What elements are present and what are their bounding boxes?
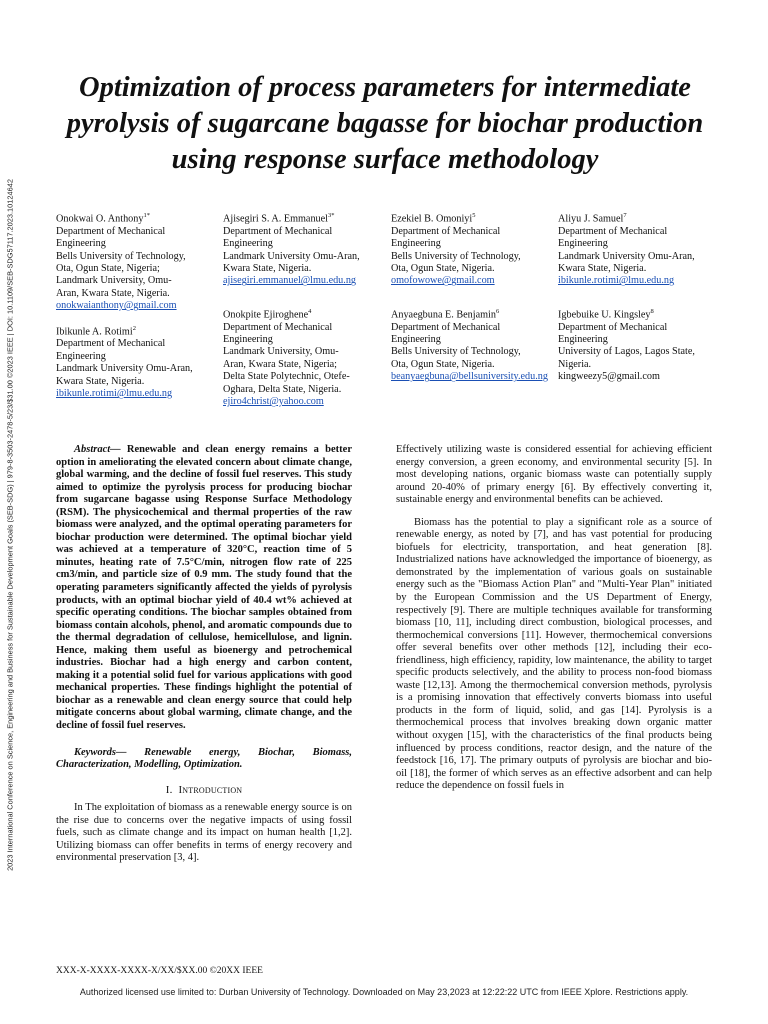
author-email[interactable]: ejiro4christ@yahoo.com	[223, 396, 324, 408]
footer-code: XXX-X-XXXX-XXXX-X/XX/$XX.00 ©20XX IEEE	[56, 966, 263, 976]
author-affiliation-mark: 2	[132, 324, 136, 332]
author-affiliation-mark: 7	[623, 212, 627, 219]
author-affiliation-line: Bells University of Technology,	[391, 346, 521, 358]
author-email[interactable]: omofowowe@gmail.com	[391, 275, 495, 287]
author-affiliation-line: Delta State Polytechnic, Otefe-	[223, 371, 350, 383]
intro-paragraph: In The exploitation of biomass as a renewable energy source is on the rise due to concerns over the negative impacts of using fossil fuels, such as climate change and its impact on human health [1,2]. Utilizing biomass can offer benefits in terms of energy recovery and environmental preservation [3, 4].	[56, 802, 352, 864]
author-affiliation-line: Landmark University, Omu-	[56, 275, 172, 287]
section-number: I.	[165, 783, 173, 796]
author-name	[56, 323, 214, 339]
author-affiliation-line: Landmark University Omu-Aran,	[558, 250, 695, 262]
author-affiliation-line: Department of Mechanical	[223, 321, 333, 333]
author-name	[558, 210, 716, 226]
author-block	[223, 306, 381, 409]
author-column-1	[56, 210, 214, 410]
author-affiliation-mark: 1*	[143, 212, 150, 219]
author-block	[223, 210, 381, 288]
author-block	[391, 210, 549, 288]
author-name-text: Ibikunle A. Rotimi	[56, 326, 133, 338]
author-affiliation-line: Landmark University, Omu-	[223, 346, 339, 358]
author-email[interactable]: beanyaegbuna@bellsuniversity.edu.ng	[391, 371, 548, 383]
author-affiliation-line: Department of Mechanical	[223, 225, 333, 237]
author-affiliation-line: Department of Mechanical	[558, 225, 668, 237]
author-block	[558, 210, 716, 288]
author-affiliation-line: Ota, Ogun State, Nigeria;	[56, 263, 160, 275]
author-name-text: Ajisegiri S. A. Emmanuel	[223, 213, 328, 225]
author-name	[223, 306, 381, 322]
author-affiliation-line: Kwara State, Nigeria.	[558, 263, 647, 275]
author-email[interactable]: ajisegiri.emmanuel@lmu.edu.ng	[223, 275, 357, 287]
body-paragraph-1: Effectively utilizing waste is considered essential for achieving efficient energy conversion, a green economy, and environmental security [5]. In most developing nations, organic biomass waste can potentially supply around 20-40% of primary energy [6]. By effectively converting it, sustainable energy and environmental benefits can be achieved.	[396, 444, 712, 506]
author-affiliation-line: Engineering	[56, 238, 106, 250]
author-name	[56, 210, 214, 226]
body-paragraph-2: Biomass has the potential to play a significant role as a source of renewable energy, as noted by [7], and has vast potential for producing biofuels for electricity, transportation, and heat generation [8]. Industrialized nations have acknowledged the importance of bioenergy, as demonstrated by the implementation of various goals on sustainable energy such as the "Biomass Action Plan" and "Multi-Year Plan" initiated by the European Commission and the US Department of Energy, respectively [9]. There are multiple techniques available for transforming biomass [10, 11], including direct combustion, biological processes, and thermochemical conversions [11]. However, thermochemical conversions offer several benefits over other methods [12], including their eco-friendliness, high efficiency, rapidity, low maintenance, the ability to target specific products selectively, and the ability to process non-food biomass waste [12,13]. Among the thermochemical conversion methods, pyrolysis is a promising innovation that effectively converts biomass into useful products in the form of liquid, solid, and gas [14]. Pyrolysis is a thermochemical process that involves breaking down organic matter without oxygen [15], with the characteristics of the final products being influenced by process conditions, reactor design, and the nature of the feedstock [16, 17]. The primary outputs of pyrolysis are biochar and bio-oil [18], the former of which serves as an effective adsorbent and can help reduce the dependence on fossil fuels in	[396, 516, 712, 792]
author-affiliation-line: Engineering	[223, 238, 273, 250]
author-affiliation-line: Department of Mechanical	[558, 321, 668, 333]
author-affiliation-mark: 4	[308, 307, 312, 315]
author-affiliation-line: Department of Mechanical	[56, 338, 166, 350]
author-column-2	[223, 210, 381, 418]
author-affiliation-line: Department of Mechanical	[391, 321, 501, 333]
author-affiliation-line: Nigeria.	[558, 358, 592, 370]
author-affiliation-line: Ota, Ogun State, Nigeria.	[391, 358, 495, 370]
author-affiliation-line: Landmark University Omu-Aran,	[223, 250, 360, 262]
author-affiliation-line: Engineering	[223, 334, 273, 346]
paper-title: Optimization of process parameters for intermediate pyrolysis of sugarcane bagasse for biochar production using response surface methodology	[66, 72, 704, 175]
author-column-4	[558, 210, 716, 394]
author-affiliation-mark: 8	[650, 307, 654, 315]
author-email[interactable]: ibikunle.rotimi@lmu.edu.ng	[56, 388, 173, 400]
author-block	[56, 210, 214, 313]
keywords: Keywords— Renewable energy, Biochar, Biomass, Characterization, Modelling, Optimization.	[56, 746, 352, 771]
author-block	[56, 323, 214, 401]
author-affiliation-line: Engineering	[56, 350, 106, 362]
author-name	[223, 210, 381, 226]
author-affiliation-line: Aran, Kwara State, Nigeria;	[223, 358, 337, 370]
abstract-text: Renewable and clean energy remains a better option in ameliorating the elevated concern about climate change, global warming, and the decline of fossil fuel reserves. This study aimed to optimize the pyrolysis process for producing biochar from sugarcane bagasse using Response Surface Methodology (RSM). The physicochemical and thermal properties of the raw biomass were analyzed, and the optimal operating parameters for biochar production were determined. The optimal biochar yield was achieved at a temperature of 320°C, reaction time of 5 minutes, heating rate of 7.5°C/min, nitrogen flow rate of 225 cm3/min, and particle size of 0.9 mm. The study found that the operating parameters significantly affected the yields of pyrolysis products, with an optimal biochar yield of 40.4 wt% achieved at specific operating conditions. The biochar samples obtained from biomass contain alcohols, phenol, and aromatic compounds due to the thermal degradation of cellulose, hemicellulose, and lignin. Hence, making them useful as bioenergy and petrochemical industries. Biochar had a high energy and carbon content, making it a potential solid fuel for various applications with good mechanical properties. These findings highlight the potential of biochar as a renewable and clean energy source that could help mitigate concerns about global warming, climate change, and the decline of fossil fuel reserves.	[56, 444, 352, 732]
author-affiliation-line: Engineering	[391, 238, 441, 250]
left-column	[56, 444, 352, 865]
author-affiliation-line: Kwara State, Nigeria.	[223, 263, 312, 275]
author-name-text: Ezekiel B. Omoniyi	[391, 213, 473, 225]
author-affiliation-line: Aran, Kwara State, Nigeria.	[56, 287, 170, 299]
right-column	[396, 444, 712, 793]
side-strip	[4, 75, 16, 975]
author-affiliation-line: Bells University of Technology,	[56, 250, 186, 262]
author-email[interactable]: ibikunle.rotimi@lmu.edu.ng	[558, 275, 675, 287]
author-affiliation-line: Engineering	[391, 334, 441, 346]
author-name-text: Anyaegbuna E. Benjamin	[391, 309, 496, 321]
author-affiliation-line: Department of Mechanical	[391, 225, 501, 237]
author-affiliation-mark: 6	[495, 307, 500, 315]
author-block	[391, 306, 549, 384]
author-name-text: Aliyu J. Samuel	[558, 213, 624, 225]
author-column-3	[391, 210, 549, 394]
abstract-lead: Abstract—	[74, 444, 121, 455]
author-name	[558, 306, 716, 322]
author-name-text: Onokpite Ejiroghene	[223, 309, 309, 321]
license-line: Authorized licensed use limited to: Durban University of Technology. Downloaded on May 23,2023 at 12:22:22 UTC from IEEE Xplore. Restrictions apply.	[79, 987, 689, 997]
section-heading	[56, 784, 352, 797]
abstract	[56, 444, 352, 733]
section-title: Introduction	[178, 783, 243, 796]
author-email[interactable]: onokwaianthony@gmail.com	[56, 300, 177, 312]
author-email: kingweezy5@gmail.com	[558, 371, 660, 383]
author-affiliation-line: University of Lagos, Lagos State,	[558, 346, 695, 358]
author-block	[558, 306, 716, 384]
author-affiliation-line: Oghara, Delta State, Nigeria.	[223, 383, 342, 395]
author-name-text: Igbebuike U. Kingsley	[558, 309, 651, 321]
author-affiliation-line: Department of Mechanical	[56, 225, 166, 237]
author-affiliation-line: Landmark University Omu-Aran,	[56, 363, 193, 375]
author-name-text: Onokwai O. Anthony	[56, 213, 144, 225]
side-strip-text: 2023 International Conference on Science, Engineering and Business for Sustainable Development Goals (SEB-SDG) | 979-8-3503-2478-5/23/$31.00 ©2023 IEEE | DOI: 10.1109/SEB-SDG57117.2023.10124642	[5, 179, 15, 871]
author-affiliation-line: Engineering	[558, 238, 608, 250]
author-affiliation-mark: 3*	[327, 212, 335, 219]
author-affiliation-line: Kwara State, Nigeria.	[56, 375, 145, 387]
author-affiliation-line: Engineering	[558, 334, 608, 346]
author-affiliation-line: Bells University of Technology,	[391, 250, 521, 262]
author-name	[391, 210, 549, 226]
author-name	[391, 306, 549, 322]
author-affiliation-line: Ota, Ogun State, Nigeria.	[391, 263, 495, 275]
author-affiliation-mark: 5	[472, 212, 476, 219]
